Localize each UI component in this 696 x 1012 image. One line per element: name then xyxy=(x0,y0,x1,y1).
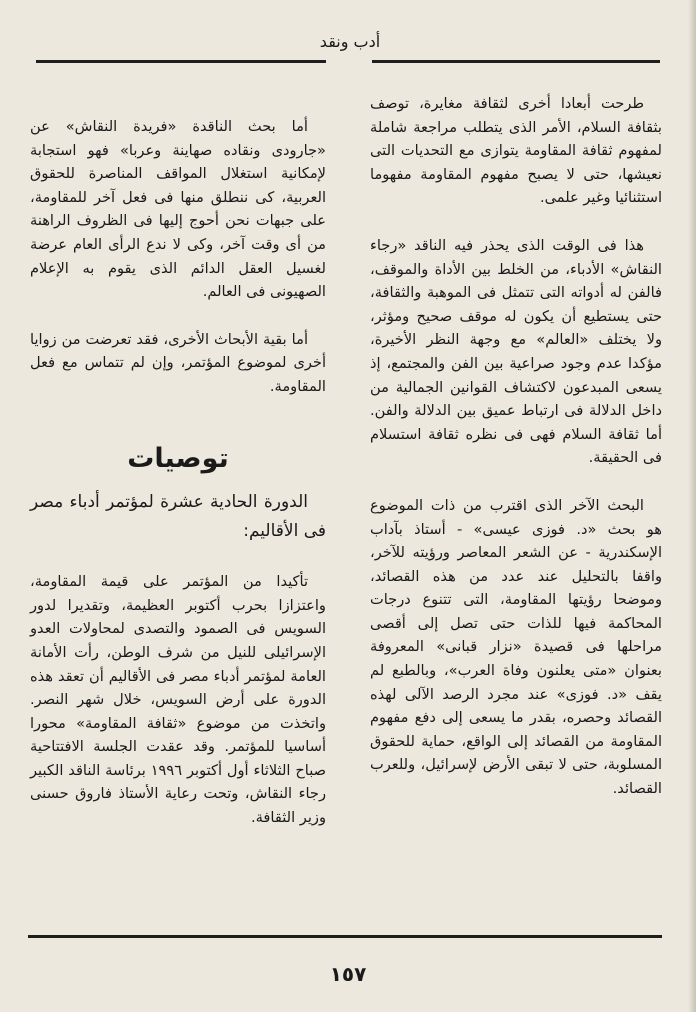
right-column xyxy=(370,92,662,825)
recommendations-text: تأكيدا من المؤتمر على قيمة المقاومة، واعتزازا بحرب أكتوبر العظيمة، وتقديرا لدور السويس فى الصمود والتصدى لمحاولات العدو الإسرائيلى للنيل من شرف الوطن، رأت الأمانة العامة لمؤتمر أدباء مصر فى الأقاليم أن تعقد هذه الدورة على أرض السويس، خلال شهر النصر. واتخذت من موضوع «ثقافة المقاومة» محورا أساسيا للمؤتمر. وقد عقدت الجلسة الافتتاحية صباح الثلاثاء أول أكتوبر ١٩٩٦ برئاسة الناقد الكبير رجاء النقاش، وتحت رعاية الأستاذ فاروق حسنى وزير الثقافة. xyxy=(30,573,326,827)
header-rule-right xyxy=(372,60,660,63)
paragraph: البحث الآخر الذى اقترب من ذات الموضوع هو بحث «د. فوزى عيسى» - أستاذ بآداب الإسكندرية - عن الشعر المعاصر ورؤيته للآخر، واقفا بالتحليل عند عدد من هذه القصائد، وموضحا رؤيتها المقاومة، التى تتنوع درجات المحاكمة فيها للذات حتى تصل إلى أقصى مراحلها فى قصيدة «نزار قبانى» المعروفة بعنوان «متى يعلنون وفاة العرب»، وبالطبع لم يقف «د. فوزى» عند مجرد الرصد الآلى لهذه القصائد وحصره، بقدر ما يسعى إلى دفع مفهوم المقاومة من القصائد إلى الواقع، حماية للحقوق المسلوبة، حتى لا تبقى الأرض لإسرائيل، وللعرب القصائد. xyxy=(370,496,662,798)
recommendations-heading: توصيات xyxy=(127,442,229,474)
recommendations-subheading: الدورة الحادية عشرة لمؤتمر أدباء مصر فى الأقاليم: xyxy=(30,492,326,542)
footer-rule xyxy=(28,935,662,938)
page-edge-shadow xyxy=(688,0,696,1012)
paragraph: أما بحث الناقدة «فريدة النقاش» عن «جارودى ونقاده صهاينة وعربا» فهو استجابة لإمكانية استغلال المواقف المناصرة للحقوق العربية، كى ننطلق منها فى فعل آخر للمقاومة، على جبهات نحن أحوج إليها فى الظروف الراهنة من أى وقت آخر، وكى لا ندع الرأى العام عرضة لغسيل العقل الدائم الذى يقوم به الإعلام الصهيونى فى العالم. xyxy=(30,118,326,301)
header-rule-left xyxy=(36,60,326,63)
page-number: ١٥٧ xyxy=(329,962,367,986)
left-column xyxy=(30,115,326,854)
paragraph: أما بقية الأبحاث الأخرى، فقد تعرضت من زوايا أخرى لموضوع المؤتمر، وإن لم تتماس مع فعل المقاومة. xyxy=(30,330,326,395)
paragraph: هذا فى الوقت الذى يحذر فيه الناقد «رجاء النقاش» الأدباء، من الخلط بين الأداة والموقف، فالفن له أدواته التى تتمثل فى الموهبة والثقافة، حتى يستطيع أن يكون له موقف صحيح ومؤثر، ولا يختلف «العالم» مع وجهة النظر الأخيرة، مؤكدا عدم وجود صراعية بين الفن والمجتمع، إذ يسعى المبدعون لاكتشاف القوانين الجمالية من داخل الدلالة فى ارتباط عميق بين الدلالة والفن. أما ثقافة السلام فهى فى نظره ثقافة استسلام فى الحقيقة. xyxy=(370,236,662,467)
paragraph: طرحت أبعادا أخرى لثقافة مغايرة، توصف بثقافة السلام، الأمر الذى يتطلب مراجعة شاملة لمفهوم ثقافة المقاومة يتوازى مع التحديات التى نعيشها، حتى لا يصبح مفهوم المقاومة مفهوما استثنائيا وغير علمى. xyxy=(370,95,662,207)
section-title: أدب ونقد xyxy=(319,32,381,51)
